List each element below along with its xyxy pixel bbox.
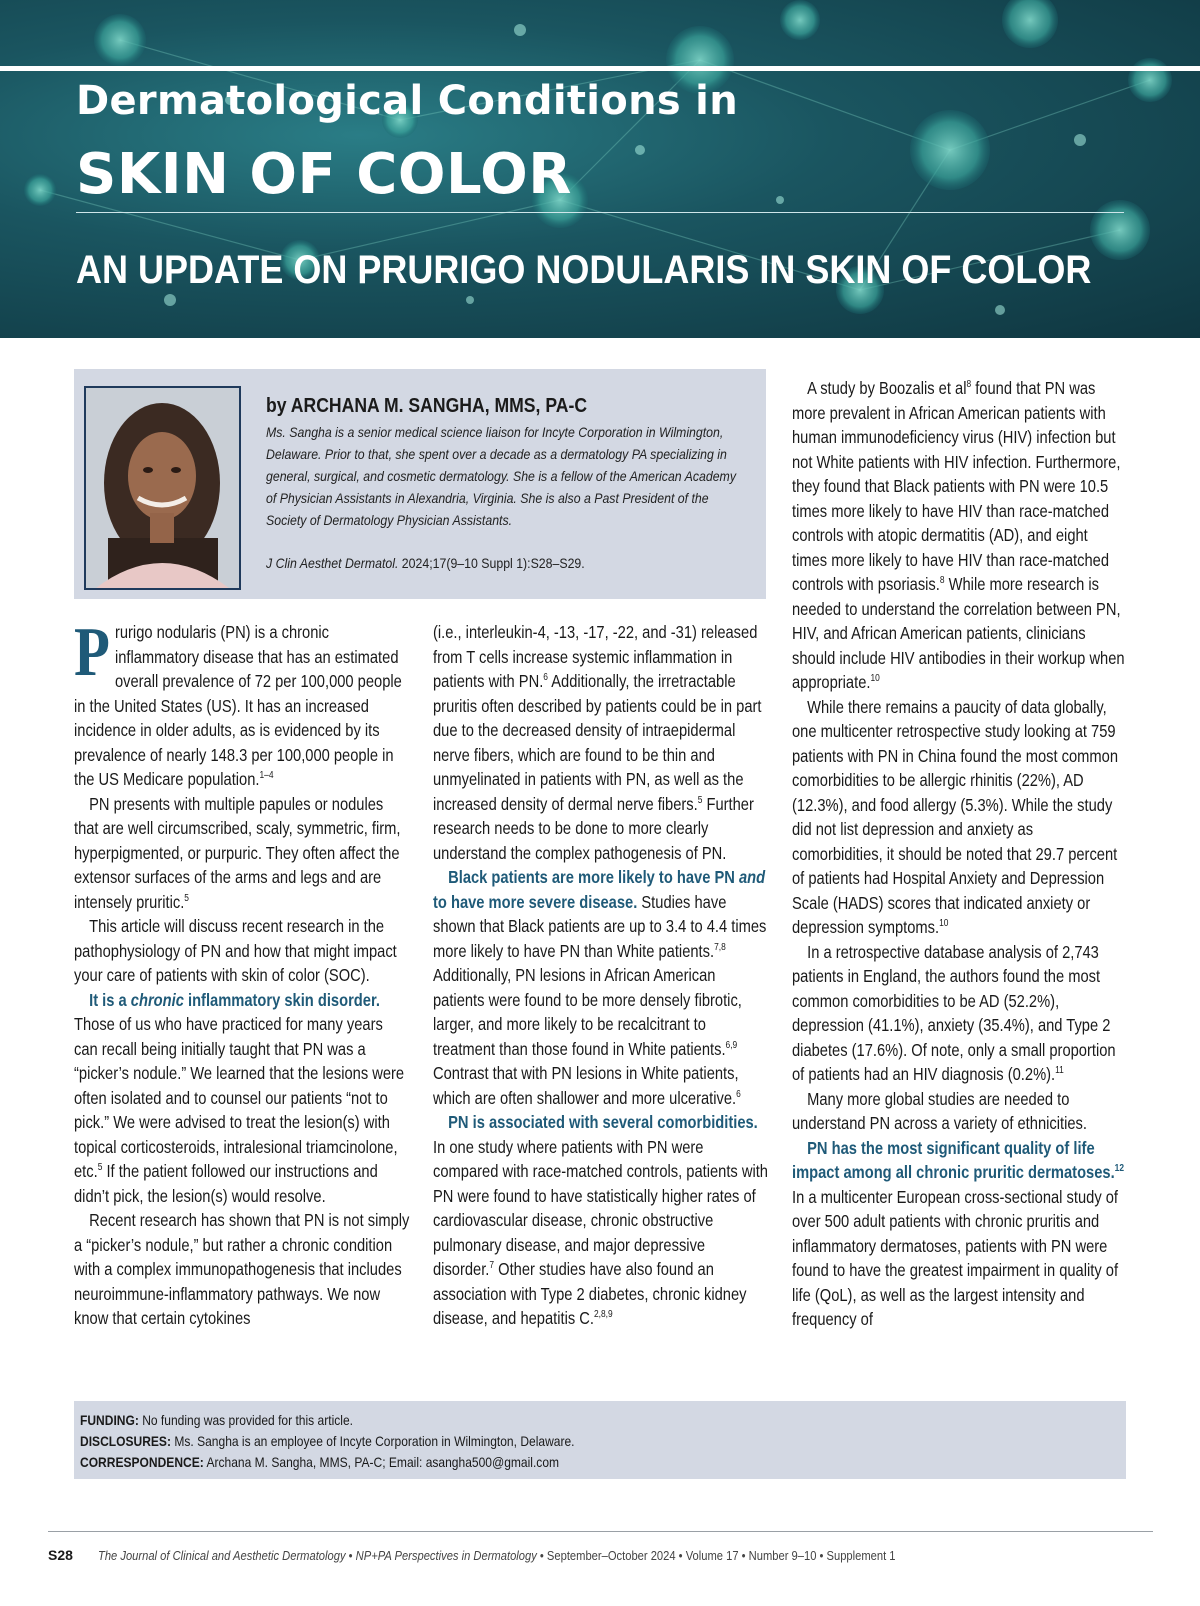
- paragraph-text: A study by Boozalis et al: [807, 378, 967, 398]
- body-column-1: [74, 614, 410, 1331]
- reference: 5: [184, 892, 189, 904]
- body-column-3: [792, 376, 1126, 1332]
- banner-divider: [76, 212, 1124, 213]
- paragraph-text: Further research needs to be done to more clearly understand the complex pathogenesis of PN.: [433, 793, 754, 863]
- reference: 5: [97, 1162, 103, 1174]
- body-column-2: [433, 620, 769, 1331]
- funding-text: [80, 1410, 575, 1473]
- header-banner: [0, 0, 1200, 338]
- reference: 10: [870, 673, 880, 685]
- author-byline: by ARCHANA M. SANGHA, MMS, PA-C: [266, 395, 588, 417]
- paragraph: [792, 940, 1126, 1087]
- section-heading: PN has the most significant quality of life impact among all chronic pruritic dermatoses.: [792, 1137, 1115, 1182]
- author-bio: Ms. Sangha is a senior medical science liaison for Incyte Corporation in Wilmington, Delaware. Prior to that, she spent over a decade as a dermatology PA specializing in general, surgical, and cosmetic dermatology. She is a fellow of the American Academy of Physician Assistants in Alexandria, Virginia. She is also a Past President of the Society of Dermatology Physician Assistants.: [266, 424, 736, 528]
- paragraph-text: Those of us who have practiced for many years can recall being initially taught that PN was a “picker’s nodule.” We learned that the lesions were often isolated and to counsel our patients “not to pick.” We were advised to treat the lesion(s) with topical corticosteroids, intralesional triamcinolone, etc.: [74, 1014, 405, 1181]
- citation-journal: J Clin Aesthet Dermatol.: [266, 555, 399, 571]
- paragraph: [792, 1136, 1126, 1332]
- section-heading: PN is associated with several comorbidities.: [448, 1112, 758, 1132]
- paragraph-text: In one study where patients with PN were compared with race-matched controls, patients with PN were found to have statistically higher rates of cardiovascular disease, chronic obstructive pulmonary disease, and major depressive disorder.: [433, 1136, 768, 1279]
- series-title-line1: Dermatological Conditions in: [76, 78, 738, 124]
- article-title: AN UPDATE ON PRURIGO NODULARIS IN SKIN OF COLOR: [76, 248, 1092, 292]
- paragraph-text: Many more global studies are needed to understand PN across a variety of ethnicities.: [792, 1088, 1087, 1133]
- journal-footer: The Journal of Clinical and Aesthetic Dermatology • NP+PA Perspectives in Dermatology • September–October 2024 • Volume 17 • Number 9–10 • Supplement 1: [98, 1548, 896, 1563]
- reference: 8: [939, 575, 945, 587]
- reference: 5: [697, 794, 703, 806]
- paragraph-text: Additionally, the irretractable pruritis often described by patients could be in part due to the decreased density of intraepidermal nerve fibers, which are found to be thin and unmyelinated in patients with PN, as well as the increased density of dermal nerve fibers.: [433, 671, 762, 814]
- drop-cap: P: [74, 614, 110, 691]
- funding-line: FUNDING: No funding was provided for this article.: [80, 1412, 354, 1428]
- footer-rule: [48, 1531, 1153, 1532]
- paragraph-text: found that PN was more prevalent in African American patients with human immunodeficiency virus (HIV) infection but not White patients with HIV infection. Furthermore, they found that Black patients with PN were 10.5 times more likely to have HIV than race-matched controls with atopic dermatitis (AD), and eight times more likely to have HIV than race-matched controls with psoriasis.: [792, 378, 1121, 594]
- reference: 8: [966, 379, 972, 391]
- paragraph-text: If the patient followed our instructions and didn’t pick, the lesion(s) would resolve.: [74, 1161, 378, 1206]
- paragraph: [74, 792, 410, 915]
- page-number: S28: [48, 1547, 73, 1563]
- paragraph-text: Other studies have also found an association with Type 2 diabetes, chronic kidney disease, and hepatitis C.: [433, 1259, 747, 1328]
- reference: 6,9: [725, 1039, 738, 1051]
- reference: 2,8,9: [593, 1309, 613, 1321]
- paragraph: [433, 620, 769, 865]
- paragraph-text: In a multicenter European cross-sectional study of over 500 adult patients with chronic pruritis and inflammatory dermatoses, patients with PN were found to have the greatest impairment in quality of life (QoL), as well as the largest intensity and frequency of: [792, 1186, 1119, 1329]
- paragraph: [792, 1087, 1126, 1136]
- paragraph: [792, 376, 1126, 695]
- reference: 7: [489, 1260, 495, 1272]
- paragraph-text: Contrast that with PN lesions in White patients, which are often shallower and more ulcerative.: [433, 1063, 739, 1108]
- reference: 1–4: [259, 770, 274, 782]
- paragraph-text: PN presents with multiple papules or nodules that are well circumscribed, scaly, symmetric, firm, hyperpigmented, or purpuric. They often affect the extensor surfaces of the arms and legs and are intensely pruritic.: [74, 793, 401, 912]
- paragraph: [433, 865, 769, 1110]
- paragraph-text: Recent research has shown that PN is not simply a “picker’s nodule,” but rather a chronic condition with a complex immunopathogenesis that includes neuroimmune-inflammatory pathways. We now know that certain cytokines: [74, 1210, 410, 1328]
- section-heading: Black patients are more likely to have PN and to have more severe disease.: [433, 867, 766, 912]
- banner-top-rule: [0, 66, 1200, 71]
- reference: 7,8: [714, 941, 726, 953]
- citation: [266, 555, 585, 571]
- reference: 10: [939, 918, 949, 930]
- paragraph-text: Additionally, PN lesions in African American patients were found to be more densely fibrotic, larger, and more likely to be recalcitrant to treatment than those found in White patients.: [433, 965, 742, 1059]
- paragraph: [74, 614, 410, 792]
- citation-details: 2024;17(9–10 Suppl 1):S28–S29.: [398, 555, 585, 571]
- paragraph: [74, 1208, 410, 1331]
- disclosures-line: DISCLOSURES: Ms. Sangha is an employee of Incyte Corporation in Wilmington, Delaware.: [80, 1433, 575, 1449]
- section-heading: It is a chronic inflammatory skin disorder.: [89, 989, 380, 1010]
- paragraph-text: While more research is needed to understand the correlation between PN, HIV, and African American patients, clinicians should include HIV antibodies in their workup when appropriate.: [792, 574, 1125, 692]
- author-photo: [84, 386, 241, 590]
- paragraph: [74, 914, 410, 988]
- paragraph-text: (i.e., interleukin-4, -13, -17, -22, and -31) released from T cells increase systemic inflammation in patients with PN.: [433, 622, 758, 691]
- reference: 6: [736, 1088, 741, 1100]
- correspondence-line: CORRESPONDENCE: Archana M. Sangha, MMS, PA-C; Email: asangha500@gmail.com: [80, 1454, 560, 1470]
- paragraph-text: Studies have shown that Black patients are up to 3.4 to 4.4 times more likely to have PN than White patients.: [433, 891, 767, 961]
- paragraph-text: This article will discuss recent research in the pathophysiology of PN and how that might impact your care of patients with skin of color (SOC).: [74, 916, 397, 985]
- series-title-line2: SKIN OF COLOR: [76, 142, 572, 207]
- reference: 12: [1114, 1163, 1125, 1175]
- reference: 6: [543, 672, 548, 684]
- paragraph-text: rurigo nodularis (PN) is a chronic inflammatory disease that has an estimated overall prevalence of 72 per 100,000 people in the United States (US). It has an increased incidence in older adults, as is evidenced by its prevalence of nearly 148.3 per 100,000 people in the US Medicare population.: [74, 622, 402, 789]
- paragraph: [74, 988, 410, 1209]
- paragraph-text: In a retrospective database analysis of 2,743 patients in England, the authors found the most common comorbidities to be AD (52.2%), depression (41.1%), anxiety (35.4%), and Type 2 diabetes (17.6%). Of note, only a small proportion of patients had an HIV diagnosis (0.2%).: [792, 941, 1116, 1084]
- paragraph: [433, 1110, 769, 1331]
- paragraph: [792, 695, 1126, 940]
- reference: 11: [1055, 1065, 1064, 1077]
- paragraph-text: While there remains a paucity of data globally, one multicenter retrospective study looking at 759 patients with PN in China found the most common comorbidities to be allergic rhinitis (22%), AD (12.3%), and food allergy (5.3%). While the study did not list depression and anxiety as comorbidities, it should be noted that 29.7 percent of patients had Hospital Anxiety and Depression Scale (HADS) scores that indicated anxiety or depression symptoms.: [792, 696, 1119, 937]
